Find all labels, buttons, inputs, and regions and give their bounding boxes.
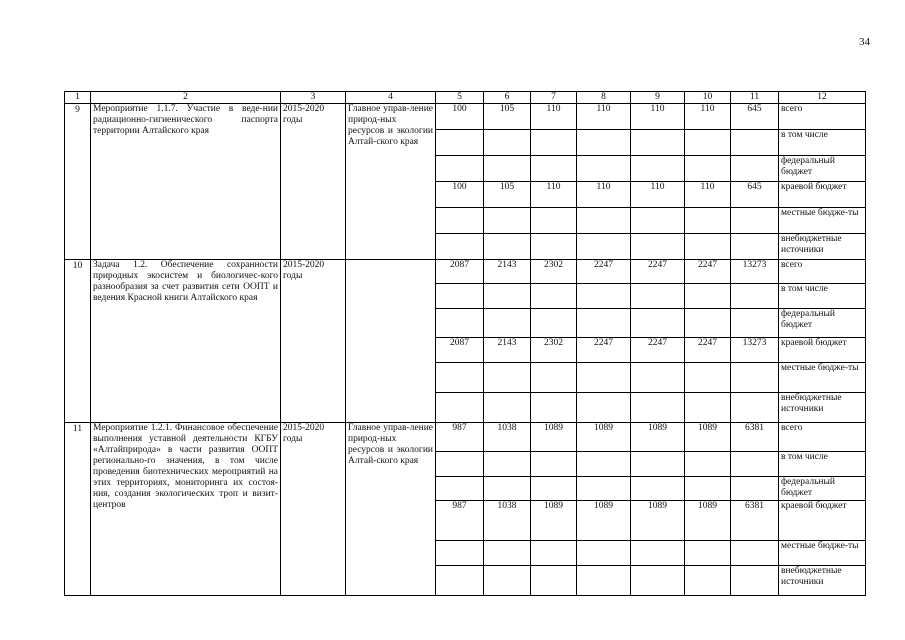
row-number: 11 (65, 423, 91, 596)
header-cell-11: 11 (731, 92, 779, 104)
amount-cell (685, 130, 731, 156)
amount-cell (685, 156, 731, 182)
amount-cell (531, 477, 577, 501)
header-cell-2: 2 (91, 92, 281, 104)
amount-cell: 110 (531, 104, 577, 130)
amount-cell: 6381 (731, 423, 779, 452)
amount-cell (685, 309, 731, 338)
amount-cell: 987 (436, 501, 484, 541)
amount-cell (631, 156, 685, 182)
source-label: в том числе (779, 284, 866, 309)
amount-cell (577, 156, 631, 182)
amount-cell: 2247 (577, 260, 631, 284)
header-cell-5: 5 (436, 92, 484, 104)
amount-cell (577, 477, 631, 501)
amount-cell: 110 (577, 104, 631, 130)
amount-cell: 6381 (731, 501, 779, 541)
source-label: в том числе (779, 452, 866, 477)
header-cell-4: 4 (346, 92, 436, 104)
source-label: внебюджетные источники (779, 393, 866, 423)
amount-cell (484, 309, 531, 338)
source-label: всего (779, 423, 866, 452)
amount-cell: 110 (631, 104, 685, 130)
amount-cell (531, 309, 577, 338)
amount-cell (731, 363, 779, 393)
amount-cell (436, 309, 484, 338)
source-label: всего (779, 104, 866, 130)
amount-cell (577, 541, 631, 566)
amount-cell (631, 452, 685, 477)
page-number: 34 (859, 36, 870, 48)
amount-cell (731, 566, 779, 596)
source-label: в том числе (779, 130, 866, 156)
amount-cell (531, 452, 577, 477)
header-cell-7: 7 (531, 92, 577, 104)
amount-cell (731, 309, 779, 338)
activity-name: Мероприятие 1.1.7. Участие в веде-нии радиационно-гигиенического паспорта территории Алтайского края (91, 104, 281, 260)
source-label: федеральный бюджет (779, 477, 866, 501)
amount-cell (631, 393, 685, 423)
amount-cell: 1089 (577, 501, 631, 541)
period: 2015-2020 годы (281, 260, 346, 423)
amount-cell: 2247 (631, 260, 685, 284)
row-number: 9 (65, 104, 91, 260)
amount-cell (484, 363, 531, 393)
amount-cell (685, 363, 731, 393)
amount-cell (484, 284, 531, 309)
amount-cell (531, 156, 577, 182)
row-number: 10 (65, 260, 91, 423)
amount-cell (731, 130, 779, 156)
amount-cell (631, 566, 685, 596)
amount-cell (484, 234, 531, 260)
amount-cell (531, 130, 577, 156)
amount-cell: 2143 (484, 338, 531, 363)
amount-cell (685, 208, 731, 234)
source-label: местные бюдже-ты (779, 363, 866, 393)
amount-cell (685, 541, 731, 566)
source-label: местные бюдже-ты (779, 208, 866, 234)
amount-cell (631, 541, 685, 566)
amount-cell (631, 130, 685, 156)
executor: Главное управ-ление природ-ных ресурсов и экологии Алтай-ского края (346, 423, 436, 596)
amount-cell: 2302 (531, 260, 577, 284)
amount-cell: 645 (731, 104, 779, 130)
amount-cell (484, 452, 531, 477)
amount-cell (577, 284, 631, 309)
amount-cell (484, 156, 531, 182)
amount-cell (731, 541, 779, 566)
amount-cell: 1089 (631, 423, 685, 452)
amount-cell (685, 393, 731, 423)
amount-cell: 2087 (436, 338, 484, 363)
amount-cell (484, 208, 531, 234)
activity-name: Мероприятие 1.2.1. Финансовое обеспечение выполнения уставной деятельности КГБУ «Алтайприрода» в части развития ООПТ регионально-го значения, в том числе проведения биотехнических мероприятий на этих территориях, мониторинга их состоя-ния, создания экологических троп и визит-центров (91, 423, 281, 596)
amount-cell: 110 (531, 182, 577, 208)
amount-cell (436, 284, 484, 309)
amount-cell (531, 541, 577, 566)
amount-cell (631, 234, 685, 260)
amount-cell (436, 541, 484, 566)
header-cell-6: 6 (484, 92, 531, 104)
amount-cell (436, 130, 484, 156)
amount-cell: 100 (436, 182, 484, 208)
source-label: краевой бюджет (779, 501, 866, 541)
amount-cell: 110 (577, 182, 631, 208)
amount-cell: 1038 (484, 423, 531, 452)
amount-cell (685, 234, 731, 260)
amount-cell (577, 566, 631, 596)
amount-cell (577, 452, 631, 477)
amount-cell: 110 (685, 182, 731, 208)
period: 2015-2020 годы (281, 104, 346, 260)
amount-cell: 645 (731, 182, 779, 208)
executor: Главное управ-ление природ-ных ресурсов и экологии Алтай-ского края (346, 104, 436, 260)
amount-cell: 987 (436, 423, 484, 452)
amount-cell (436, 477, 484, 501)
amount-cell: 2302 (531, 338, 577, 363)
executor (346, 260, 436, 423)
amount-cell (484, 477, 531, 501)
amount-cell (484, 393, 531, 423)
amount-cell (484, 541, 531, 566)
amount-cell (731, 284, 779, 309)
amount-cell: 100 (436, 104, 484, 130)
amount-cell: 2087 (436, 260, 484, 284)
activity-name: Задача 1.2. Обеспечение сохранности природных экосистем и биологичес-кого разнообразия за счет развития сети ООПТ и ведения Красной книги Алтайского края (91, 260, 281, 423)
amount-cell (577, 309, 631, 338)
amount-cell: 2247 (685, 338, 731, 363)
amount-cell: 2247 (685, 260, 731, 284)
amount-cell (577, 393, 631, 423)
header-cell-3: 3 (281, 92, 346, 104)
amount-cell (631, 363, 685, 393)
source-label: внебюджетные источники (779, 234, 866, 260)
amount-cell (631, 477, 685, 501)
amount-cell (531, 284, 577, 309)
header-cell-10: 10 (685, 92, 731, 104)
amount-cell (436, 234, 484, 260)
source-label: всего (779, 260, 866, 284)
amount-cell (685, 284, 731, 309)
amount-cell (436, 393, 484, 423)
amount-cell: 2247 (577, 338, 631, 363)
table-row (65, 104, 866, 130)
amount-cell (436, 156, 484, 182)
amount-cell (531, 393, 577, 423)
amount-cell (731, 393, 779, 423)
amount-cell (577, 130, 631, 156)
amount-cell: 2247 (631, 338, 685, 363)
amount-cell (685, 452, 731, 477)
amount-cell (731, 156, 779, 182)
amount-cell: 105 (484, 182, 531, 208)
amount-cell (631, 208, 685, 234)
amount-cell: 1089 (685, 423, 731, 452)
source-label: местные бюдже-ты (779, 541, 866, 566)
amount-cell: 2143 (484, 260, 531, 284)
amount-cell (577, 208, 631, 234)
period: 2015-2020 годы (281, 423, 346, 596)
amount-cell (631, 284, 685, 309)
amount-cell (484, 130, 531, 156)
amount-cell (731, 234, 779, 260)
amount-cell (484, 566, 531, 596)
amount-cell: 1089 (577, 423, 631, 452)
amount-cell: 1089 (685, 501, 731, 541)
amount-cell (577, 363, 631, 393)
amount-cell: 1089 (631, 501, 685, 541)
amount-cell: 105 (484, 104, 531, 130)
source-label: краевой бюджет (779, 338, 866, 363)
header-row (65, 92, 866, 104)
amount-cell: 13273 (731, 260, 779, 284)
amount-cell (436, 452, 484, 477)
amount-cell: 1089 (531, 423, 577, 452)
amount-cell: 110 (631, 182, 685, 208)
amount-cell (685, 566, 731, 596)
amount-cell (577, 234, 631, 260)
header-cell-1: 1 (65, 92, 91, 104)
amount-cell (731, 452, 779, 477)
amount-cell (731, 477, 779, 501)
amount-cell (631, 309, 685, 338)
table-row (65, 260, 866, 284)
amount-cell (436, 208, 484, 234)
source-label: федеральный бюджет (779, 156, 866, 182)
amount-cell: 110 (685, 104, 731, 130)
amount-cell (531, 566, 577, 596)
budget-table (64, 91, 866, 596)
source-label: федеральный бюджет (779, 309, 866, 338)
amount-cell (731, 208, 779, 234)
header-cell-8: 8 (577, 92, 631, 104)
amount-cell (531, 363, 577, 393)
header-cell-12: 12 (779, 92, 866, 104)
amount-cell (436, 566, 484, 596)
table-row (65, 423, 866, 452)
amount-cell: 1089 (531, 501, 577, 541)
amount-cell (436, 363, 484, 393)
amount-cell (531, 234, 577, 260)
header-cell-9: 9 (631, 92, 685, 104)
amount-cell: 13273 (731, 338, 779, 363)
amount-cell: 1038 (484, 501, 531, 541)
source-label: краевой бюджет (779, 182, 866, 208)
amount-cell (531, 208, 577, 234)
amount-cell (685, 477, 731, 501)
source-label: внебюджетные источники (779, 566, 866, 596)
